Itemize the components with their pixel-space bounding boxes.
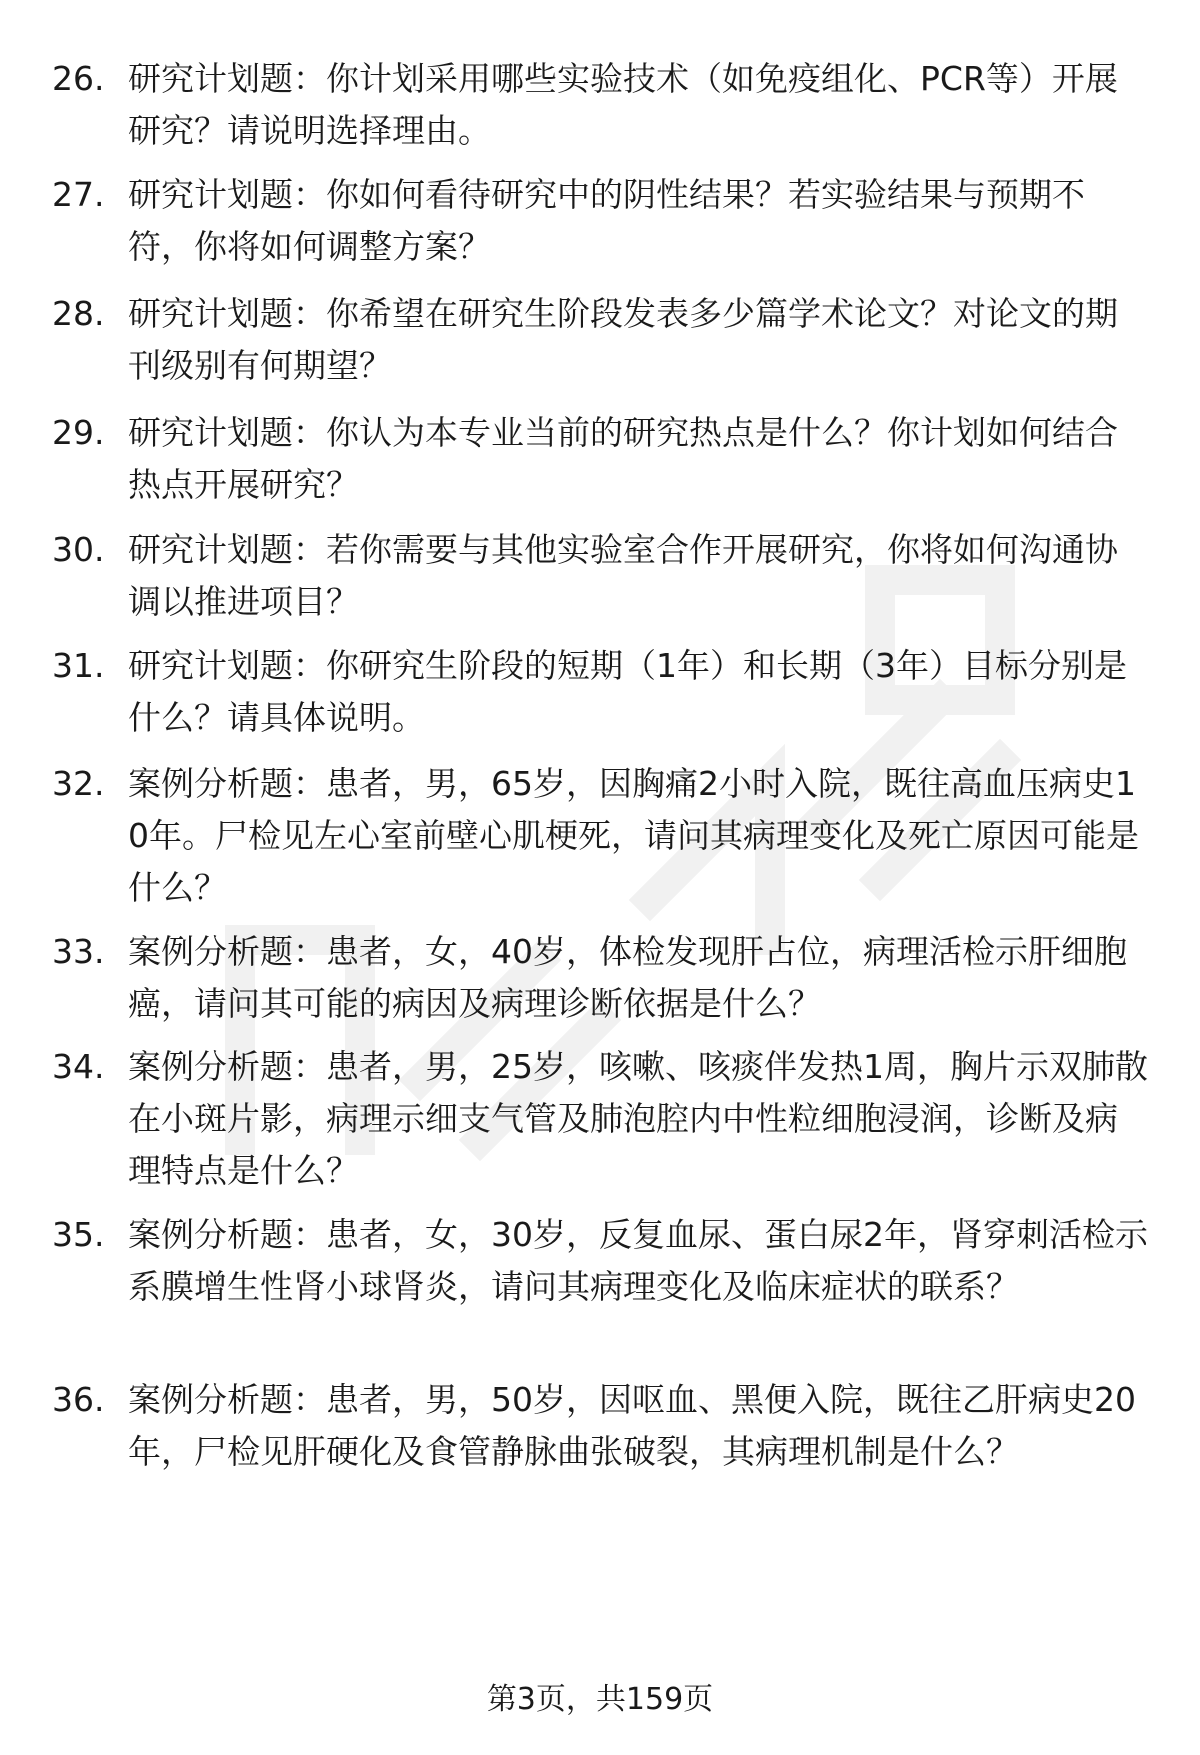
question-text: 研究计划题：你计划采用哪些实验技术（如免疫组化、PCR等）开展研究？请说明选择理由。 xyxy=(128,59,1118,150)
question-number: 34. xyxy=(52,1047,105,1086)
question-number: 31. xyxy=(52,646,105,685)
question-number: 28. xyxy=(52,294,105,333)
page-number-label: 第3页，共159页 xyxy=(486,1682,714,1717)
question-text: 研究计划题：你希望在研究生阶段发表多少篇学术论文？对论文的期刊级别有何期望？ xyxy=(128,294,1118,385)
question-text: 研究计划题：若你需要与其他实验室合作开展研究，你将如何沟通协调以推进项目？ xyxy=(128,530,1118,621)
question-number: 30. xyxy=(52,530,105,569)
question-number: 32. xyxy=(52,764,105,803)
question-text: 案例分析题：患者，女，30岁，反复血尿、蛋白尿2年，肾穿刺活检示系膜增生性肾小球肾炎，请问其病理变化及临床症状的联系？ xyxy=(128,1215,1148,1306)
question-text: 研究计划题：你如何看待研究中的阴性结果？若实验结果与预期不符，你将如何调整方案？ xyxy=(128,175,1085,266)
question-number: 36. xyxy=(52,1380,105,1419)
question-text: 案例分析题：患者，女，40岁，体检发现肝占位，病理活检示肝细胞癌，请问其可能的病因及病理诊断依据是什么？ xyxy=(128,932,1127,1023)
question-text: 研究计划题：你研究生阶段的短期（1年）和长期（3年）目标分别是什么？请具体说明。 xyxy=(128,646,1127,737)
question-number: 27. xyxy=(52,175,105,214)
question-text: 案例分析题：患者，男，25岁，咳嗽、咳痰伴发热1周，胸片示双肺散在小斑片影，病理示细支气管及肺泡腔内中性粒细胞浸润，诊断及病理特点是什么？ xyxy=(128,1047,1148,1190)
question-text: 案例分析题：患者，男，65岁，因胸痛2小时入院，既往高血压病史10年。尸检见左心室前壁心肌梗死，请问其病理变化及死亡原因可能是什么？ xyxy=(128,764,1139,907)
question-number: 33. xyxy=(52,932,105,971)
question-text: 案例分析题：患者，男，50岁，因呕血、黑便入院，既往乙肝病史20年，尸检见肝硬化及食管静脉曲张破裂，其病理机制是什么？ xyxy=(128,1380,1136,1471)
question-number: 29. xyxy=(52,413,105,452)
question-number: 26. xyxy=(52,59,105,98)
question-text: 研究计划题：你认为本专业当前的研究热点是什么？你计划如何结合热点开展研究？ xyxy=(128,413,1118,504)
question-number: 35. xyxy=(52,1215,105,1254)
page-footer xyxy=(0,1678,1200,1722)
